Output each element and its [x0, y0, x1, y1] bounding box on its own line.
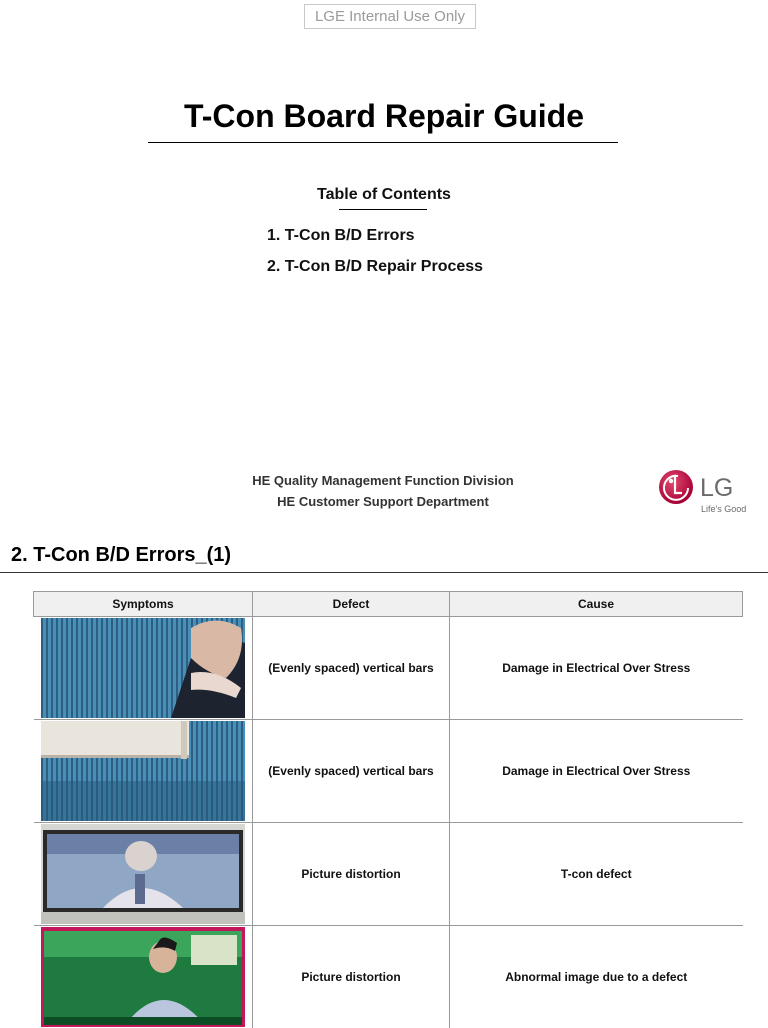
column-header-symptoms: Symptoms: [34, 592, 253, 617]
symptom-photo: [41, 927, 245, 1027]
table-row: [34, 720, 743, 823]
defect-cell: Picture distortion: [253, 823, 450, 926]
department-name: HE Customer Support Department: [233, 494, 533, 509]
toc-heading: Table of Contents: [0, 186, 768, 204]
errors-table: [33, 591, 743, 1028]
symptom-photo: [41, 721, 245, 821]
defect-cell: Picture distortion: [253, 926, 450, 1028]
table-row: [34, 926, 743, 1028]
lg-logo-tagline: Life's Good: [701, 504, 746, 514]
cause-cell: Damage in Electrical Over Stress: [450, 720, 743, 823]
section-divider: [0, 572, 768, 573]
toc-item[interactable]: 1. T-Con B/D Errors: [267, 227, 415, 245]
column-header-cause: Cause: [450, 592, 743, 617]
department-name: HE Quality Management Function Division: [233, 473, 533, 488]
symptom-photo: [41, 824, 245, 924]
table-row: [34, 617, 743, 720]
defect-cell: (Evenly spaced) vertical bars: [253, 720, 450, 823]
table-row: [34, 823, 743, 926]
document-title: T-Con Board Repair Guide: [0, 98, 768, 135]
defect-cell: (Evenly spaced) vertical bars: [253, 617, 450, 720]
symptom-cell: [34, 823, 253, 926]
symptom-cell: [34, 720, 253, 823]
toc-divider: [339, 209, 427, 210]
toc-item[interactable]: 2. T-Con B/D Repair Process: [267, 258, 483, 276]
cause-cell: T-con defect: [450, 823, 743, 926]
section-title: 2. T-Con B/D Errors_(1): [11, 544, 231, 567]
symptom-photo: [41, 618, 245, 718]
lg-logo-wordmark: LG: [700, 474, 733, 502]
internal-use-badge: LGE Internal Use Only: [304, 4, 476, 29]
lg-logo: [658, 468, 758, 516]
symptom-cell: [34, 617, 253, 720]
column-header-defect: Defect: [253, 592, 450, 617]
symptom-cell: [34, 926, 253, 1028]
title-divider: [148, 142, 618, 143]
table-header-row: [34, 592, 743, 617]
cause-cell: Damage in Electrical Over Stress: [450, 617, 743, 720]
cause-cell: Abnormal image due to a defect: [450, 926, 743, 1028]
